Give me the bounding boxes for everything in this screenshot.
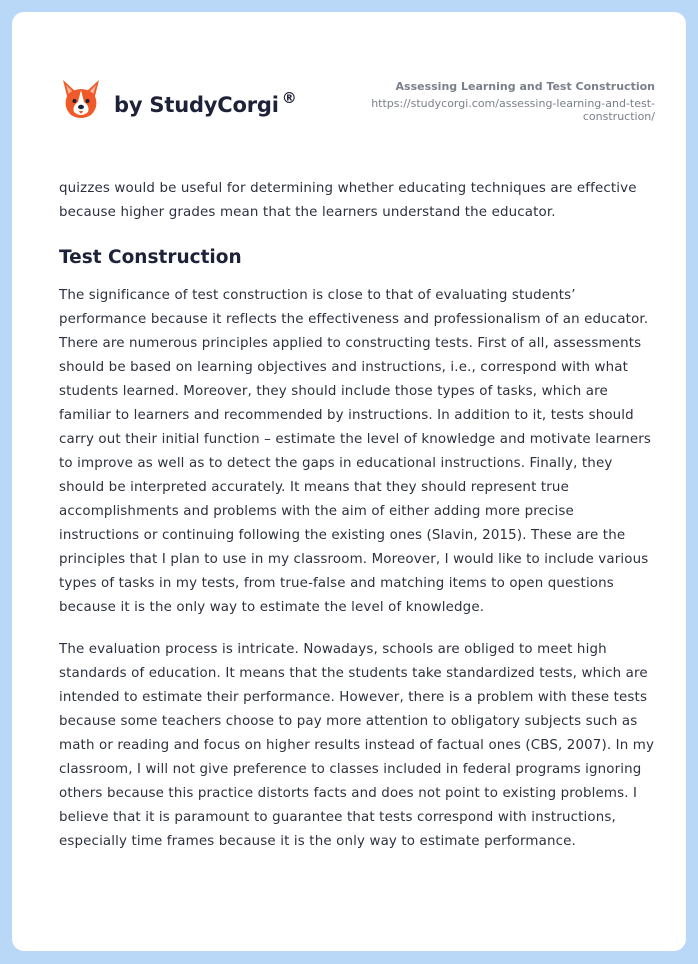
- section-heading: Test Construction: [59, 247, 242, 268]
- body-paragraph-1: The significance of test construction is close to that of evaluating students’ performance because it reflects the effectiveness and professionalism of an educator. There are numerous principles applied to constructing tests. First of all, assessments should be based on learning objectives and instructions, i.e., correspond with what students learned. Moreover, they should include those types of tasks, which are familiar to learners and recommended by instructions. In addition to it, tests should carry out their initial function – estimate the level of knowledge and motivate learners to improve as well as to detect the gaps in educational instructions. Finally, they should be interpreted accurately. It means that they should represent true accomplishments and problems with the aim of either adding more precise instructions or continuing following the existing ones (Slavin, 2015). These are the principles that I plan to use in my classroom. Moreover, I would like to include various types of tasks in my tests, from true-false and matching items to open questions because it is the only way to estimate the level of knowledge.: [59, 288, 652, 615]
- article-body: [59, 177, 655, 872]
- document-meta: [345, 80, 655, 123]
- document-page: [12, 12, 686, 951]
- document-title: Assessing Learning and Test Construction: [395, 80, 655, 93]
- document-url[interactable]: [345, 97, 655, 123]
- studycorgi-logo[interactable]: [60, 76, 297, 122]
- brand-name: by StudyCorgi ®: [114, 89, 297, 117]
- corgi-logo-icon: [60, 76, 102, 122]
- document-url-line-1: https://studycorgi.com/assessing-learning-and-test-: [371, 97, 655, 110]
- document-url-line-2: construction/: [582, 110, 655, 123]
- body-paragraph-2: The evaluation process is intricate. Nowadays, schools are obliged to meet high standards of education. It means that the students take standardized tests, which are intended to estimate their performance. However, there is a problem with these tests because some teachers choose to pay more attention to obligatory subjects such as math or reading and focus on higher results instead of factual ones (CBS, 2007). In my classroom, I will not give preference to classes included in federal programs ignoring others because this practice distorts facts and does not point to existing problems. I believe that it is paramount to guarantee that tests correspond with instructions, especially time frames because it is the only way to estimate performance.: [59, 642, 655, 849]
- registered-mark: ®: [281, 89, 297, 107]
- intro-paragraph: quizzes would be useful for determining whether educating techniques are effective because higher grades mean that the learners understand the educator.: [59, 181, 637, 220]
